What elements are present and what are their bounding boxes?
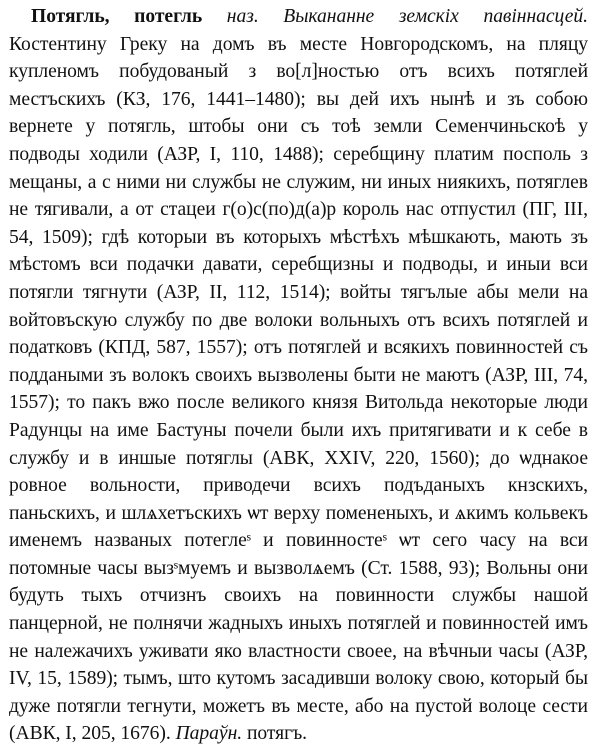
entry-body: Костентину Греку на домъ въ месте Новгородскомъ, на пляцу купленомъ побудованый з во[л]ностью отъ всихъ потяглей местъскихъ (КЗ, 176, 1441–1480); вы дей ихъ нынѣ и зъ собою вернете у потягль, штобы они съ тоѣ земли Семенчиньскоѣ у подводы ходили (АЗР, I, 110, 1488); серебщину платим посполь з мещаны, а с ними ни службы не служим, ни иных ниякихъ, потяглев не тягивали, а от стацеи г(о)с(по)д(а)р король нас отпустил (ПГ, III, 54, 1509); гдѣ которыи въ которыхъ мѣстѣхъ мѣшкають, мають зъ мѣстомъ вси подачки давати, серебщизны и подводы, и иныи вси потягли тягнути (АЗР, II, 112, 1514); войты тягълые абы мели на войтовъскую службу по две волоки вольныхъ отъ всихъ потяглей и податковъ (КПД, 587, 1557); отъ потяглей и всякихъ повинностей съ поддаными зъ волокъ своихъ вызволены быти не маютъ (АЗР, III, 74, 1557); то пакъ вжо после великого князя Витольда некоторые люди Радунцы на име Бастуны почели были ихъ притягивати и к себе в службу и в иншые потяглы (АВК, XXIV, 220, 1560); до ѡднакое ровное вольности, приводечи всихъ подъданыхъ кнзскихъ, паньскихъ, и шлѧхетъскихъ ѡт верху помененыхъ, и ѧкимъ кольвекъ именемъ названых потеглеˢ и повинностеˢ ѡт сего часу на вси потомные часы вызˢмуемъ и вызволѧемъ (Ст. 1588, 93); Вольны они будуть тыхъ отчизнъ своихъ на повинности службы нашой панцерной, не полнячи жадныхъ иныхъ потяглей и повинностей имъ не належачихъ уживати яко властности своее, на вѣчныи часы (АЗР, IV, 15, 1589); тымъ, што кутомъ засадивши волоку свою, который бы дуже потягли тегнути, можетъ въ месте, або на пустой волоце сести (АВК, I, 205, 1676).	[9, 33, 588, 745]
compare-label: Параўн.	[170, 723, 243, 745]
dictionary-entry	[9, 3, 588, 748]
cross-reference: потягъ.	[242, 723, 307, 745]
entry-gloss: наз. Выкананне земскіх павіннасцей.	[202, 6, 588, 27]
entry-headword: Потягль, потегль	[31, 6, 203, 27]
